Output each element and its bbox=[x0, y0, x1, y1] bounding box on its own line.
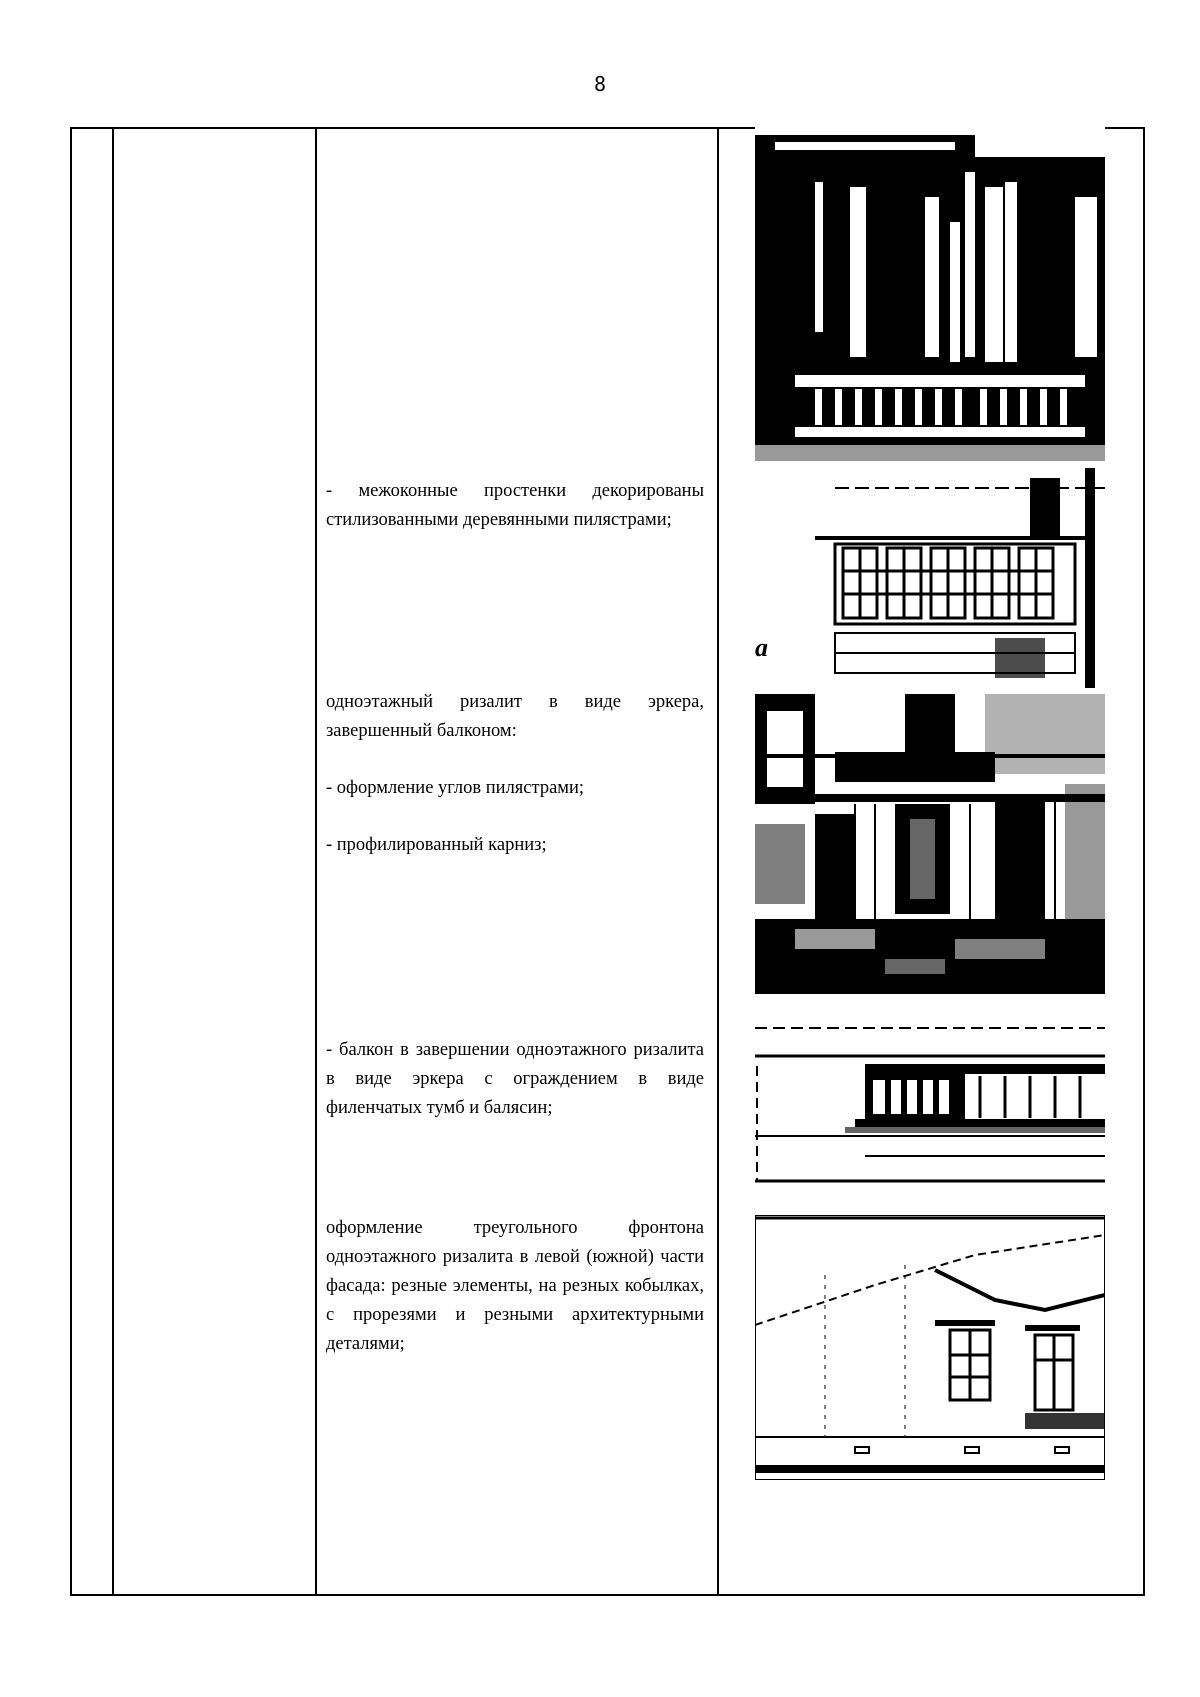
description-text: оформление треугольного фронтона одноэтажного ризалита в левой (южной) части фасада: резные элементы, на резных кобылках, с прорезями и резными архитектурными деталями; bbox=[326, 1218, 704, 1354]
column-divider-2 bbox=[315, 129, 317, 1594]
description-text: - балкон в завершении одноэтажного ризалита в виде эркера с ограждением в виде филенчатых тумб и балясин; bbox=[326, 1040, 704, 1118]
photo-bay-window-facade-image bbox=[755, 694, 1105, 994]
photo-balcony-drawing bbox=[755, 1026, 1105, 1186]
photo-balcony-drawing-image bbox=[755, 1026, 1105, 1186]
description-point: - профилированный карниз; bbox=[326, 835, 547, 855]
photo-balcony-columns-image bbox=[755, 127, 1105, 461]
column-divider-3 bbox=[717, 129, 719, 1594]
description-pediment bbox=[326, 1214, 704, 1359]
photo-pediment-drawing bbox=[755, 1215, 1105, 1480]
description-interwindow-pilasters bbox=[326, 477, 704, 535]
column-divider-1 bbox=[112, 129, 114, 1594]
description-balcony bbox=[326, 1036, 704, 1123]
photo-window-drawing-image bbox=[755, 468, 1105, 688]
photo-window-drawing bbox=[755, 468, 1105, 688]
photo-pediment-drawing-image bbox=[755, 1215, 1105, 1480]
photo-bay-window-facade bbox=[755, 694, 1105, 994]
description-text: - межоконные простенки декорированы стилизованными деревянными пилястрами; bbox=[326, 481, 704, 530]
description-point: - оформление углов пилястрами; bbox=[326, 778, 585, 798]
page-number: 8 bbox=[593, 72, 607, 96]
photo-balcony-columns bbox=[755, 127, 1105, 461]
description-bay-window bbox=[326, 688, 704, 860]
description-title: одноэтажный ризалит в виде эркера, завершенный балконом: bbox=[326, 692, 704, 741]
photo-caption: a bbox=[755, 633, 768, 662]
